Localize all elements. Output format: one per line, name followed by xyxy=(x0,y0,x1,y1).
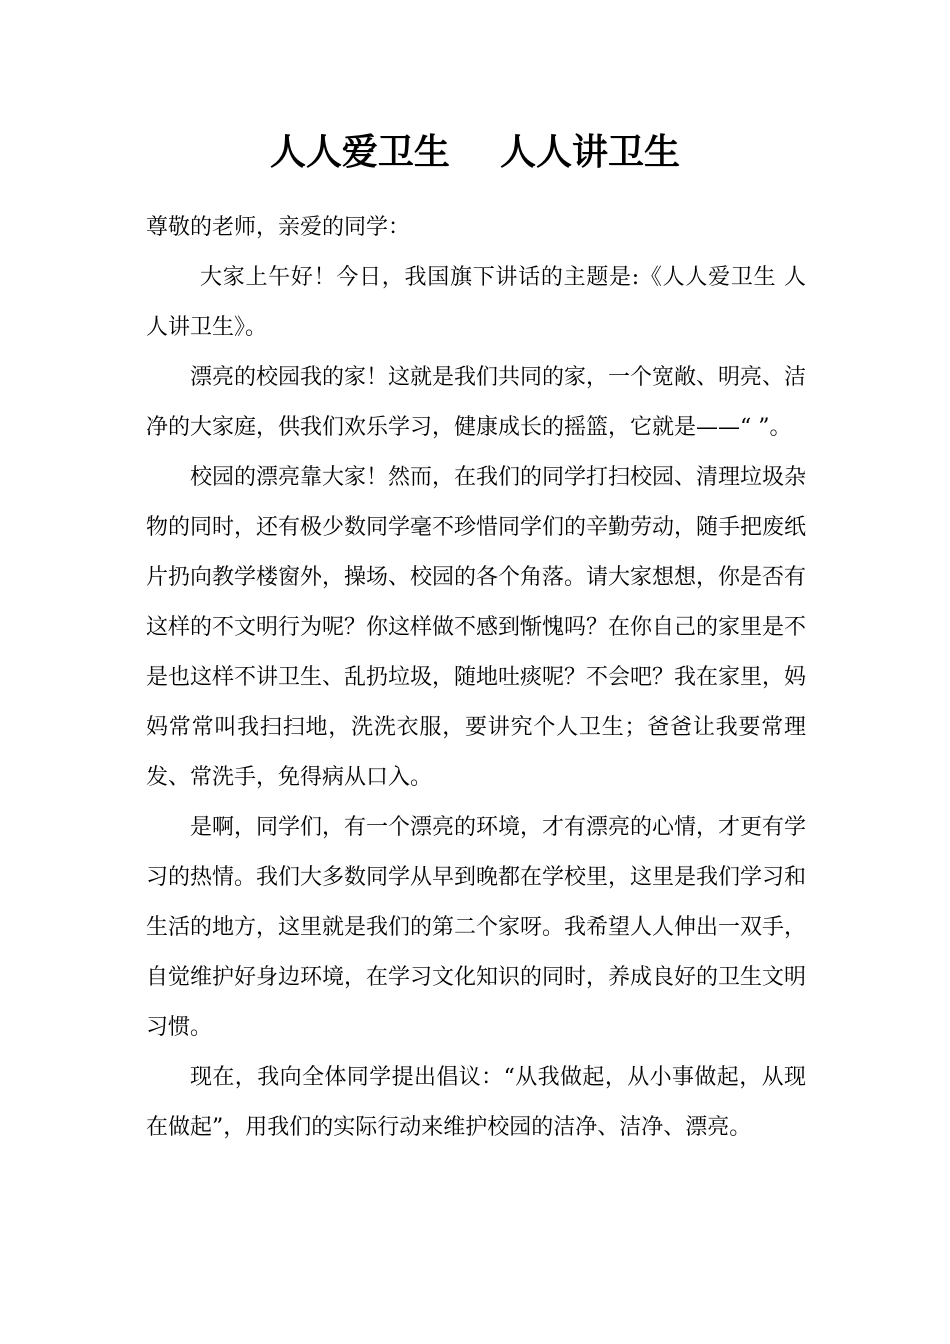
greeting: 尊敬的老师，亲爱的同学： xyxy=(146,215,411,240)
paragraph-4: 是啊，同学们，有一个漂亮的环境，才有漂亮的心情，才更有学习的热情。我们大多数同学从早到晚都在学校里，这里是我们学习和生活的地方，这里就是我们的第二个家呀。我希望人人伸出一双手，自觉维护好身边环境，在学习文化知识的同时，养成良好的卫生文明习惯。 xyxy=(146,815,807,1040)
document-body xyxy=(146,203,806,1153)
paragraph-2: 漂亮的校园我的家！这就是我们共同的家，一个宽敞、明亮、洁净的大家庭，供我们欢乐学习，健康成长的摇篮，它就是——“ ”。 xyxy=(146,365,807,440)
paragraph-3: 校园的漂亮靠大家！然而，在我们的同学打扫校园、清理垃圾杂物的同时，还有极少数同学毫不珍惜同学们的辛勤劳动，随手把废纸片扔向教学楼窗外，操场、校园的各个角落。请大家想想，你是否有这样的不文明行为呢？你这样做不感到惭愧吗？在你自己的家里是不是也这样不讲卫生、乱扔垃圾，随地吐痰呢？不会吧？我在家里，妈妈常常叫我扫扫地，洗洗衣服，要讲究个人卫生；爸爸让我要常理发、常洗手，免得病从口入。 xyxy=(146,465,807,790)
document-title: 人人爱卫生 人人讲卫生 xyxy=(269,131,681,173)
paragraph-5: 现在，我向全体同学提出倡议：“从我做起，从小事做起，从现在做起”，用我们的实际行动来维护校园的洁净、洁净、漂亮。 xyxy=(146,1065,806,1140)
paragraph-1: 大家上午好！今日，我国旗下讲话的主题是:《人人爱卫生 人人讲卫生》。 xyxy=(146,265,806,340)
